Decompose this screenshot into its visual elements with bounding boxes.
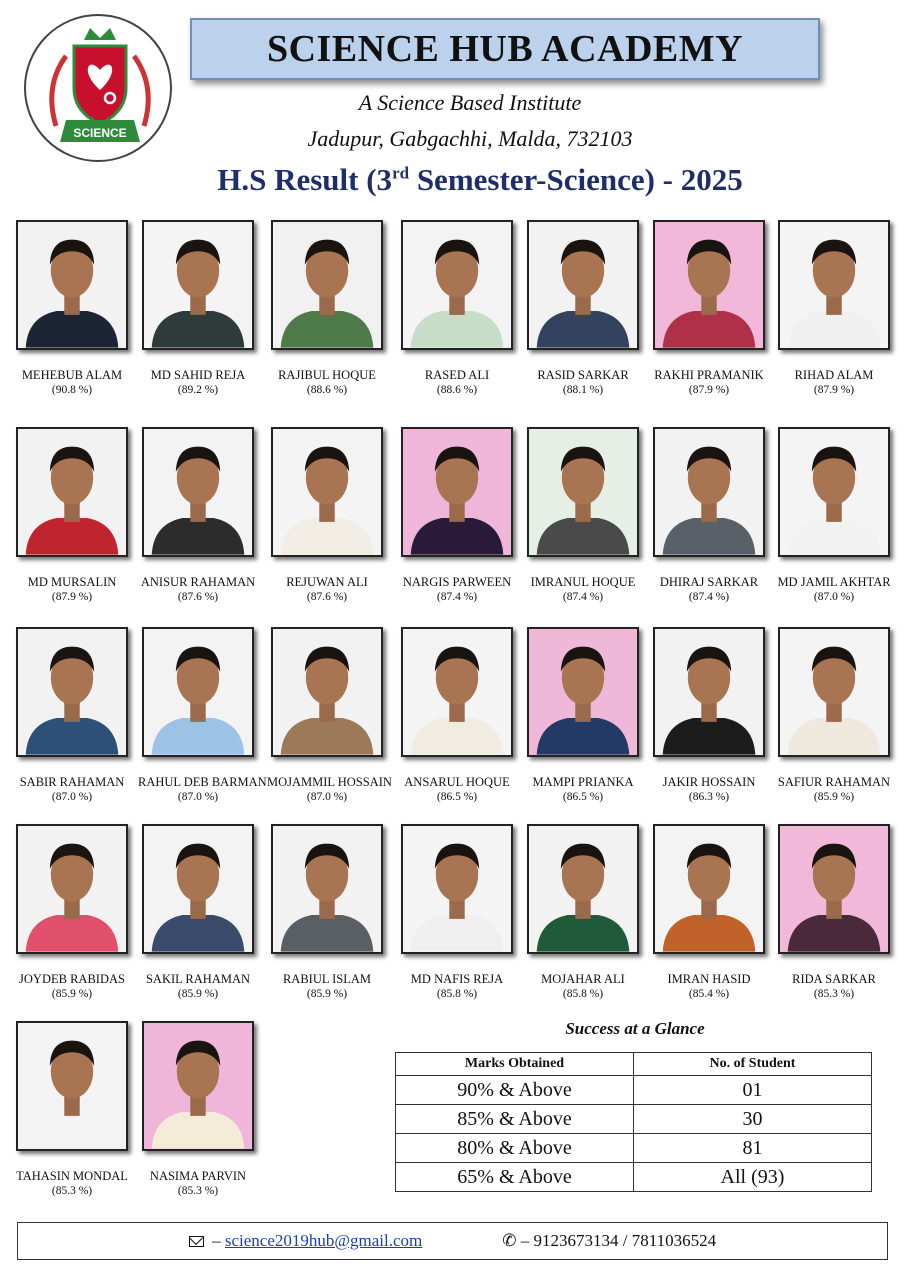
student-card xyxy=(397,427,517,604)
student-card xyxy=(12,427,132,604)
student-name: ANSARUL HOQUE xyxy=(404,775,510,789)
student-card xyxy=(649,427,769,604)
student-percentage: (86.5 %) xyxy=(562,791,604,803)
student-name: JOYDEB RABIDAS xyxy=(19,972,125,986)
student-card xyxy=(523,824,643,1001)
person-portrait-icon xyxy=(780,629,888,755)
phone-icon: ✆ xyxy=(502,1231,517,1250)
student-photo xyxy=(16,627,128,757)
student-card xyxy=(267,627,392,804)
person-portrait-icon xyxy=(403,222,511,348)
student-percentage: (87.0 %) xyxy=(813,591,855,603)
person-portrait-icon xyxy=(403,629,511,755)
glance-header-row xyxy=(396,1053,872,1076)
student-card xyxy=(138,220,258,397)
contact-footer xyxy=(17,1222,888,1260)
marks-range: 65% & Above xyxy=(396,1163,634,1192)
phone-numbers: – 9123673134 / 7811036524 xyxy=(516,1231,717,1250)
student-name: MD NAFIS REJA xyxy=(410,972,504,986)
student-card xyxy=(774,427,894,604)
student-percentage: (85.3 %) xyxy=(51,1185,93,1197)
person-portrait-icon xyxy=(403,826,511,952)
person-portrait-icon xyxy=(655,826,763,952)
student-percentage: (88.6 %) xyxy=(436,384,478,396)
student-name: REJUWAN ALI xyxy=(286,575,368,589)
student-percentage: (87.4 %) xyxy=(562,591,604,603)
table-row xyxy=(396,1105,872,1134)
person-portrait-icon xyxy=(655,629,763,755)
student-photo xyxy=(653,220,765,350)
student-card xyxy=(774,824,894,1001)
student-card xyxy=(397,627,517,804)
student-name: JAKIR HOSSAIN xyxy=(662,775,756,789)
person-portrait-icon xyxy=(144,1023,252,1149)
student-card xyxy=(12,627,132,804)
person-portrait-icon xyxy=(655,429,763,555)
student-photo xyxy=(778,220,890,350)
person-portrait-icon xyxy=(273,429,381,555)
student-name: SABIR RAHAMAN xyxy=(19,775,125,789)
student-name: MD SAHID REJA xyxy=(150,368,246,382)
student-name: IMRANUL HOQUE xyxy=(530,575,636,589)
student-percentage: (86.5 %) xyxy=(436,791,478,803)
student-photo xyxy=(653,627,765,757)
student-card xyxy=(138,427,258,604)
student-name: SAFIUR RAHAMAN xyxy=(777,775,891,789)
student-card xyxy=(397,220,517,397)
student-percentage: (87.6 %) xyxy=(306,591,348,603)
student-photo xyxy=(401,627,513,757)
student-name: RAJIBUL HOQUE xyxy=(278,368,376,382)
student-photo xyxy=(16,824,128,954)
student-count: 81 xyxy=(634,1134,872,1163)
student-photo xyxy=(142,1021,254,1151)
student-percentage: (85.9 %) xyxy=(51,988,93,1000)
student-name: IMRAN HASID xyxy=(667,972,751,986)
student-card xyxy=(523,427,643,604)
student-percentage: (87.6 %) xyxy=(177,591,219,603)
person-portrait-icon xyxy=(144,826,252,952)
person-portrait-icon xyxy=(529,222,637,348)
person-portrait-icon xyxy=(529,429,637,555)
student-name: ANISUR RAHAMAN xyxy=(140,575,256,589)
person-portrait-icon xyxy=(18,826,126,952)
student-photo xyxy=(778,627,890,757)
person-portrait-icon xyxy=(144,629,252,755)
student-photo xyxy=(271,627,383,757)
student-percentage: (85.4 %) xyxy=(688,988,730,1000)
student-name: MOJAMMIL HOSSAIN xyxy=(267,775,392,789)
student-percentage: (85.9 %) xyxy=(306,988,348,1000)
student-percentage: (88.1 %) xyxy=(562,384,604,396)
student-percentage: (87.4 %) xyxy=(688,591,730,603)
student-card xyxy=(12,824,132,1001)
student-name: RASID SARKAR xyxy=(537,368,629,382)
student-name: MD JAMIL AKHTAR xyxy=(777,575,891,589)
student-name: RIHAD ALAM xyxy=(794,368,874,382)
student-card xyxy=(138,1021,258,1198)
student-card xyxy=(523,220,643,397)
mail-icon xyxy=(189,1236,204,1247)
table-row xyxy=(396,1134,872,1163)
student-percentage: (85.8 %) xyxy=(562,988,604,1000)
student-photo xyxy=(142,220,254,350)
academy-logo xyxy=(24,14,172,162)
student-count: 30 xyxy=(634,1105,872,1134)
student-name: RASED ALI xyxy=(424,368,490,382)
student-photo xyxy=(16,427,128,557)
student-card xyxy=(774,220,894,397)
student-percentage: (87.9 %) xyxy=(688,384,730,396)
student-percentage: (85.9 %) xyxy=(177,988,219,1000)
student-percentage: (85.3 %) xyxy=(813,988,855,1000)
person-portrait-icon xyxy=(18,429,126,555)
student-name: DHIRAJ SARKAR xyxy=(659,575,759,589)
student-photo xyxy=(527,824,639,954)
student-name: RAKHI PRAMANIK xyxy=(654,368,764,382)
person-portrait-icon xyxy=(144,222,252,348)
email-link[interactable]: science2019hub@gmail.com xyxy=(224,1231,423,1250)
student-name: NASIMA PARVIN xyxy=(149,1169,247,1183)
student-name: MAMPI PRIANKA xyxy=(532,775,634,789)
marks-range: 80% & Above xyxy=(396,1134,634,1163)
student-photo xyxy=(527,627,639,757)
glance-table xyxy=(395,1052,872,1192)
student-photo xyxy=(778,824,890,954)
person-portrait-icon xyxy=(144,429,252,555)
student-percentage: (85.3 %) xyxy=(177,1185,219,1197)
student-card xyxy=(138,627,267,804)
student-card xyxy=(649,824,769,1001)
student-photo xyxy=(653,427,765,557)
student-name: TAHASIN MONDAL xyxy=(16,1169,128,1183)
person-portrait-icon xyxy=(403,429,511,555)
student-name: RABIUL ISLAM xyxy=(282,972,372,986)
student-photo xyxy=(401,220,513,350)
student-count: 01 xyxy=(634,1076,872,1105)
student-percentage: (87.0 %) xyxy=(51,791,93,803)
student-card xyxy=(267,824,387,1001)
title-banner xyxy=(190,18,820,80)
student-card xyxy=(649,627,769,804)
student-percentage: (85.8 %) xyxy=(436,988,478,1000)
student-name: SAKIL RAHAMAN xyxy=(145,972,251,986)
student-card xyxy=(138,824,258,1001)
address: Jadupur, Gabgachhi, Malda, 732103 xyxy=(307,126,633,151)
student-card xyxy=(397,824,517,1001)
student-percentage: (87.9 %) xyxy=(51,591,93,603)
student-percentage: (87.0 %) xyxy=(306,791,348,803)
student-card xyxy=(774,627,894,804)
student-photo xyxy=(271,220,383,350)
student-card xyxy=(267,220,387,397)
marks-obtained-header: Marks Obtained xyxy=(396,1053,634,1076)
student-photo xyxy=(653,824,765,954)
table-row xyxy=(396,1163,872,1192)
table-row xyxy=(396,1076,872,1105)
student-card xyxy=(649,220,769,397)
student-photo xyxy=(271,427,383,557)
student-photo xyxy=(142,427,254,557)
person-portrait-icon xyxy=(18,222,126,348)
person-portrait-icon xyxy=(273,222,381,348)
student-card xyxy=(12,1021,132,1198)
student-photo xyxy=(527,427,639,557)
student-photo xyxy=(16,1021,128,1151)
student-photo xyxy=(271,824,383,954)
student-name: RAHUL DEB BARMAN xyxy=(138,775,267,789)
person-portrait-icon xyxy=(780,429,888,555)
student-percentage: (86.3 %) xyxy=(688,791,730,803)
student-photo xyxy=(142,824,254,954)
person-portrait-icon xyxy=(273,826,381,952)
student-name: RIDA SARKAR xyxy=(792,972,876,986)
student-photo xyxy=(527,220,639,350)
student-name: NARGIS PARWEEN xyxy=(402,575,512,589)
marks-range: 85% & Above xyxy=(396,1105,634,1134)
person-portrait-icon xyxy=(273,629,381,755)
student-percentage: (85.9 %) xyxy=(813,791,855,803)
student-percentage: (90.8 %) xyxy=(51,384,93,396)
person-portrait-icon xyxy=(18,1023,126,1149)
marks-range: 90% & Above xyxy=(396,1076,634,1105)
person-portrait-icon xyxy=(655,222,763,348)
student-percentage: (87.9 %) xyxy=(813,384,855,396)
student-photo xyxy=(401,824,513,954)
student-card xyxy=(267,427,387,604)
no-of-student-header: No. of Student xyxy=(634,1053,872,1076)
person-portrait-icon xyxy=(780,222,888,348)
student-percentage: (87.0 %) xyxy=(177,791,219,803)
student-card xyxy=(523,627,643,804)
student-photo xyxy=(401,427,513,557)
person-portrait-icon xyxy=(529,629,637,755)
student-card xyxy=(12,220,132,397)
person-portrait-icon xyxy=(780,826,888,952)
person-portrait-icon xyxy=(18,629,126,755)
tagline: A Science Based Institute xyxy=(358,90,582,115)
student-name: MOJAHAR ALI xyxy=(541,972,625,986)
student-photo xyxy=(142,627,254,757)
logo-text: SCIENCE HUB xyxy=(73,126,127,154)
student-photo xyxy=(16,220,128,350)
student-name: MEHEBUB ALAM xyxy=(21,368,123,382)
academy-title: SCIENCE HUB ACADEMY xyxy=(266,28,744,70)
student-count: All (93) xyxy=(634,1163,872,1192)
student-percentage: (87.4 %) xyxy=(436,591,478,603)
student-percentage: (88.6 %) xyxy=(306,384,348,396)
student-percentage: (89.2 %) xyxy=(177,384,219,396)
result-title: H.S Result (3rd Semester-Science) - 2025 xyxy=(217,162,743,197)
student-photo xyxy=(778,427,890,557)
student-name: MD MURSALIN xyxy=(27,575,117,589)
person-portrait-icon xyxy=(529,826,637,952)
mail-separator: – xyxy=(207,1231,225,1250)
glance-title: Success at a Glance xyxy=(565,1019,705,1038)
